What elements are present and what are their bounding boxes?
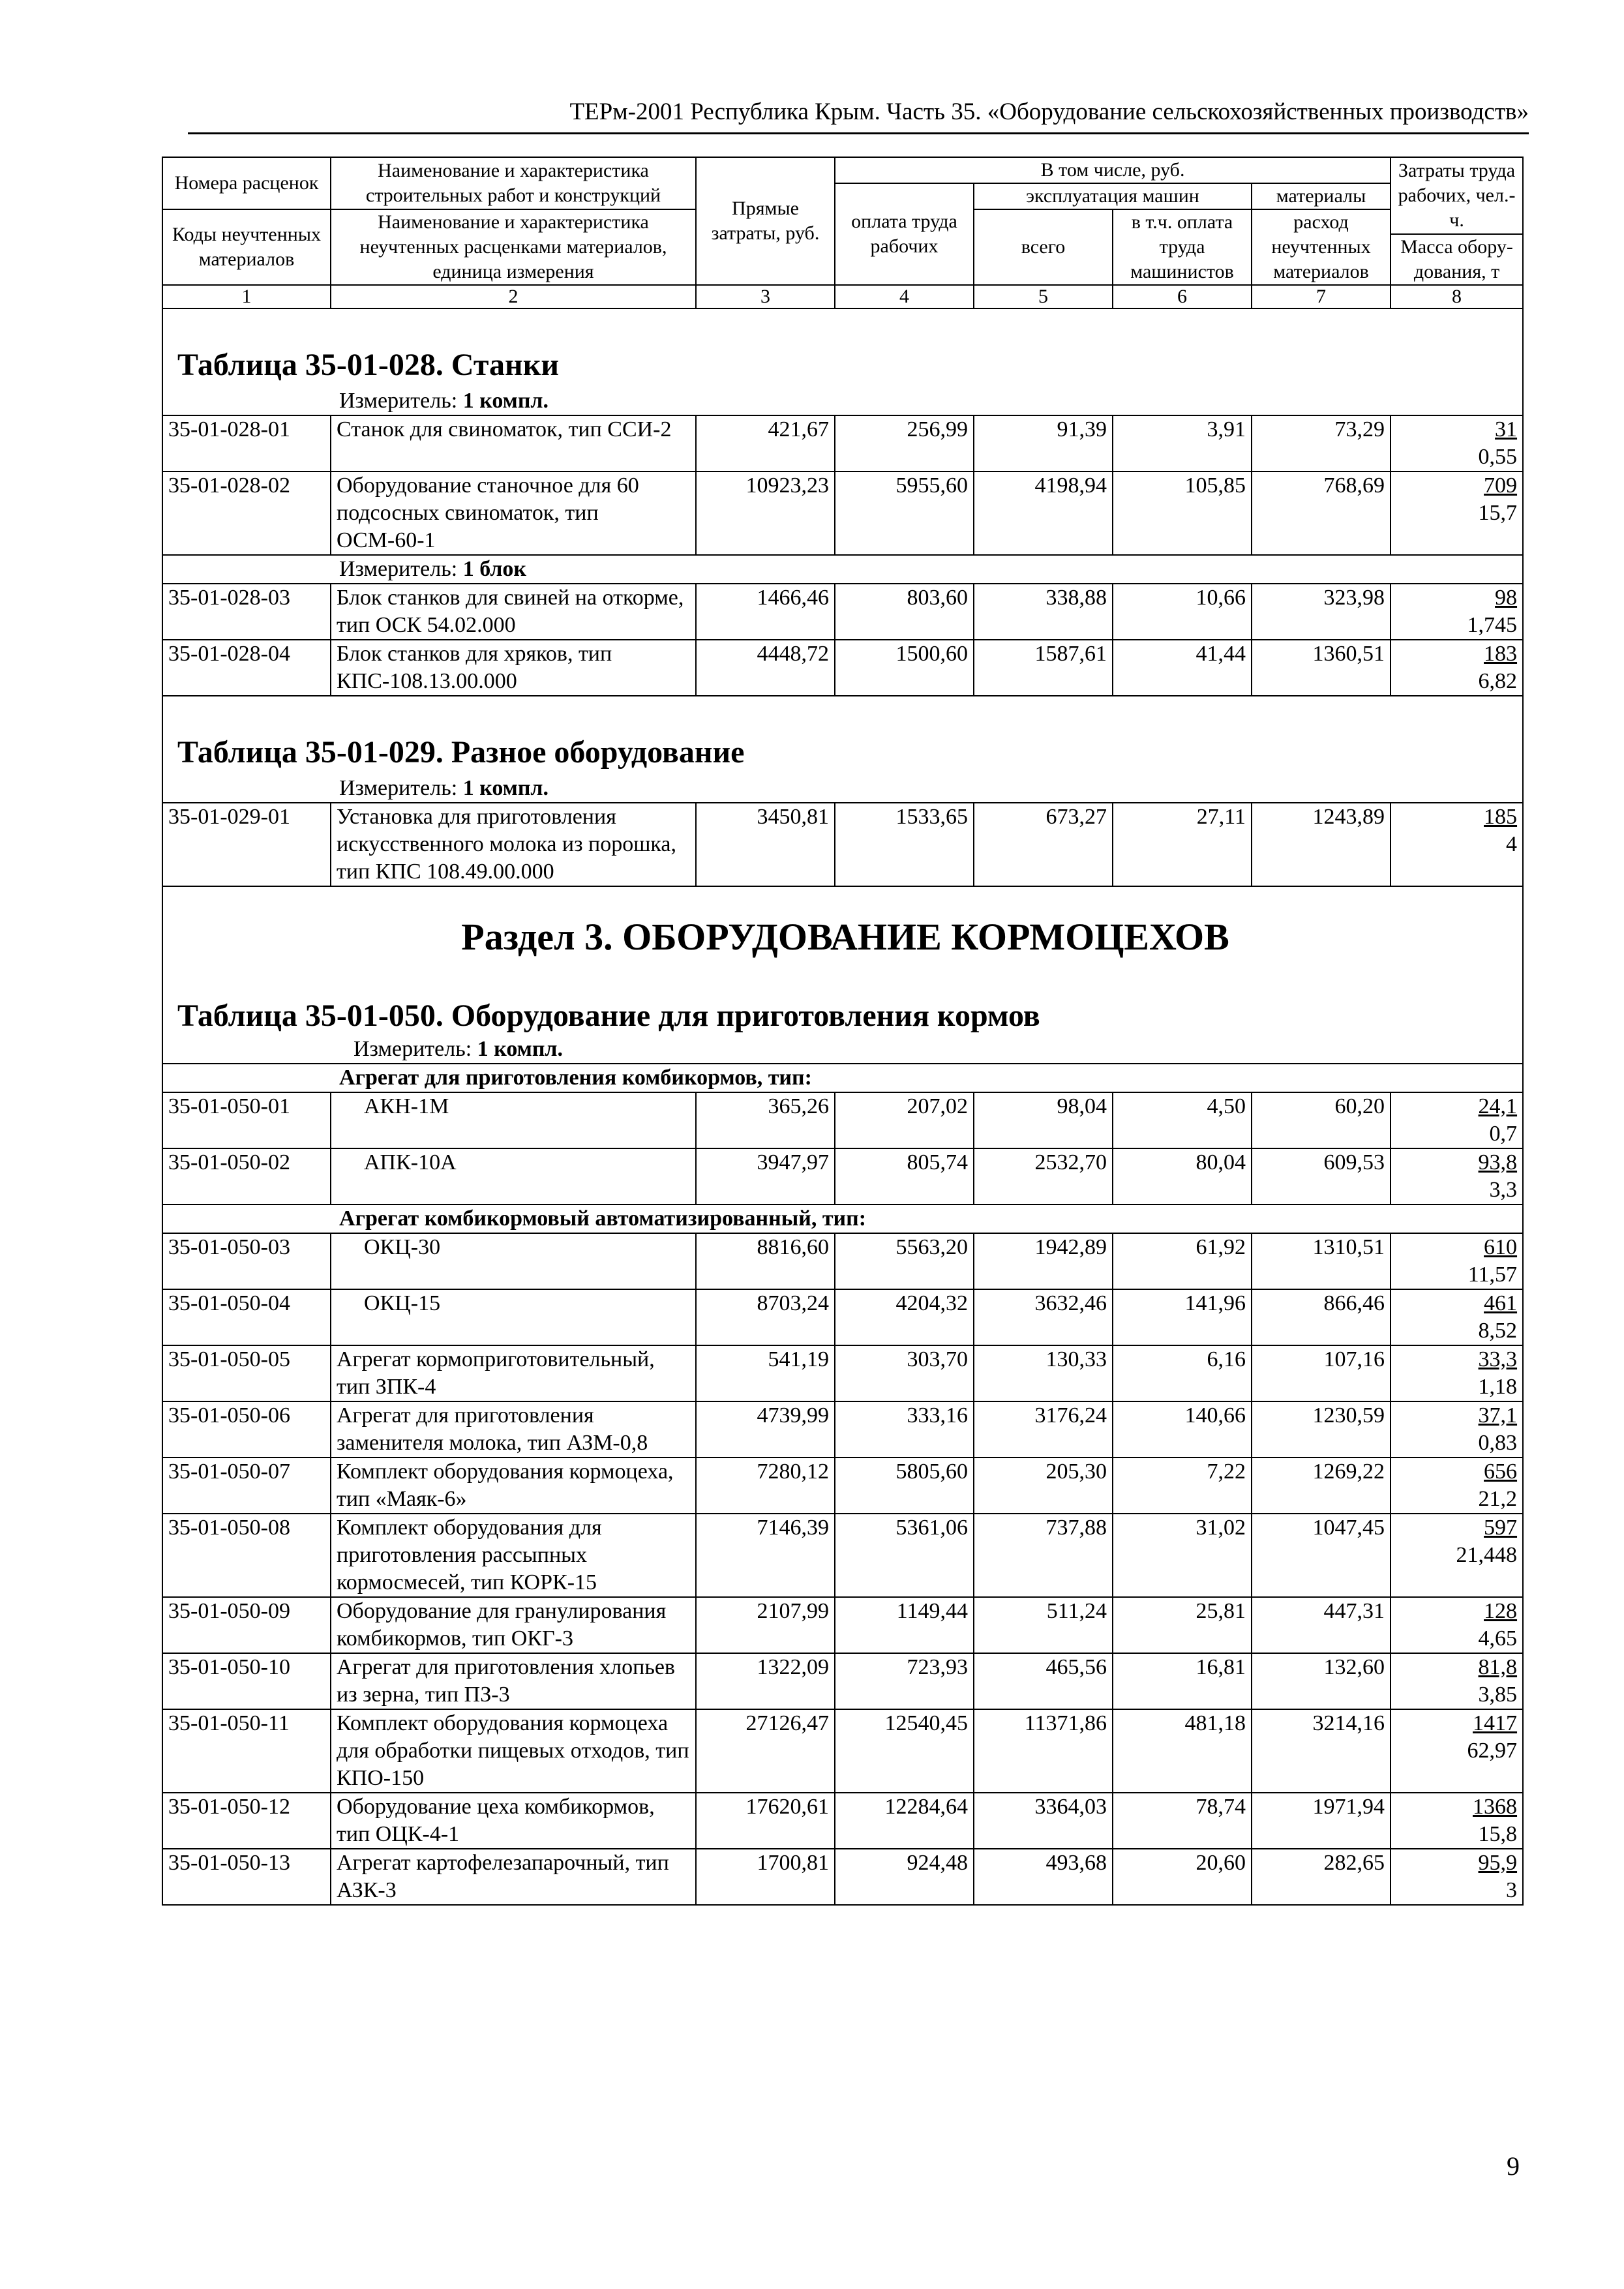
labor-mass-cell [1391, 1458, 1523, 1514]
rate-name: Агрегат картофелезапарочный, тип АЗК-3 [331, 1849, 696, 1905]
labor-mass-cell [1391, 803, 1523, 886]
machine-costs: 1587,61 [974, 640, 1113, 696]
labor-mass-cell [1391, 415, 1523, 471]
direct-costs: 8703,24 [696, 1289, 835, 1345]
equipment-mass: 4,65 [1478, 1626, 1518, 1651]
table-row [162, 1458, 1523, 1514]
rate-name: Агрегат для приготовления хлопьев из зерна, тип ПЗ-3 [331, 1653, 696, 1709]
machinist-wages: 4,50 [1113, 1092, 1252, 1148]
machine-costs: 3364,03 [974, 1793, 1113, 1849]
col2-bottom-header: Наименование и характеристика неучтенных расценками материалов, единица измерения [331, 209, 696, 285]
table-row [162, 1233, 1523, 1289]
machinist-wages: 10,66 [1113, 584, 1252, 640]
direct-costs: 4448,72 [696, 640, 835, 696]
meter-row [162, 775, 1523, 803]
rate-code: 35-01-028-01 [162, 415, 331, 471]
table-row [162, 1514, 1523, 1597]
labor-hours: 185 [1484, 805, 1518, 829]
worker-wages: 924,48 [835, 1849, 974, 1905]
direct-costs: 17620,61 [696, 1793, 835, 1849]
material-costs: 1310,51 [1252, 1233, 1391, 1289]
machine-costs: 130,33 [974, 1345, 1113, 1401]
machinist-wages: 80,04 [1113, 1148, 1252, 1204]
equipment-mass: 3,85 [1478, 1683, 1518, 1707]
direct-costs: 365,26 [696, 1092, 835, 1148]
equipment-mass: 1,18 [1478, 1375, 1518, 1399]
table-row [162, 1148, 1523, 1204]
material-costs: 1269,22 [1252, 1458, 1391, 1514]
rate-name: Агрегат кормоприготовительный, тип ЗПК-4 [331, 1345, 696, 1401]
table-row [162, 584, 1523, 640]
direct-costs: 10923,23 [696, 471, 835, 555]
meter-value: 1 компл. [462, 389, 549, 413]
equipment-mass: 21,2 [1478, 1487, 1518, 1511]
direct-costs: 2107,99 [696, 1597, 835, 1653]
direct-costs: 3450,81 [696, 803, 835, 886]
header-rule [188, 132, 1529, 134]
machinist-wages: 7,22 [1113, 1458, 1252, 1514]
labor-mass-cell [1391, 1793, 1523, 1849]
labor-mass-cell [1391, 1514, 1523, 1597]
labor-mass-cell [1391, 1148, 1523, 1204]
meter-row [162, 387, 1523, 415]
direct-costs: 421,67 [696, 415, 835, 471]
col-number: 2 [331, 285, 696, 308]
worker-wages: 207,02 [835, 1092, 974, 1148]
rate-name: Агрегат для приготовления заменителя молока, тип АЗМ-0,8 [331, 1401, 696, 1458]
material-costs: 60,20 [1252, 1092, 1391, 1148]
material-costs: 1230,59 [1252, 1401, 1391, 1458]
material-costs: 447,31 [1252, 1597, 1391, 1653]
rate-code: 35-01-050-03 [162, 1233, 331, 1289]
machinist-wages: 61,92 [1113, 1233, 1252, 1289]
direct-costs: 27126,47 [696, 1709, 835, 1793]
material-costs: 107,16 [1252, 1345, 1391, 1401]
table-title: Таблица 35-01-028. Станки [177, 348, 559, 382]
material-costs: 3214,16 [1252, 1709, 1391, 1793]
material-costs: 609,53 [1252, 1148, 1391, 1204]
machine-costs: 11371,86 [974, 1709, 1113, 1793]
table-row [162, 640, 1523, 696]
rate-code: 35-01-028-02 [162, 471, 331, 555]
col-number: 1 [162, 285, 331, 308]
machinist-wages: 105,85 [1113, 471, 1252, 555]
material-costs: 866,46 [1252, 1289, 1391, 1345]
rate-code: 35-01-050-05 [162, 1345, 331, 1401]
table-row [162, 1401, 1523, 1458]
rate-name: Оборудование станочное для 60 подсосных свиноматок, тип ОСМ-60-1 [331, 471, 696, 555]
direct-costs: 7280,12 [696, 1458, 835, 1514]
section-title: Раздел 3. ОБОРУДОВАНИЕ КОРМОЦЕХОВ [461, 916, 1229, 958]
table-row [162, 471, 1523, 555]
labor-hours: 1417 [1473, 1711, 1518, 1735]
col6-header: в т.ч. оплата труда машинистов [1113, 209, 1252, 285]
rate-code: 35-01-050-01 [162, 1092, 331, 1148]
meter-label: Измеритель: [353, 1037, 472, 1061]
direct-costs: 1466,46 [696, 584, 835, 640]
worker-wages: 5955,60 [835, 471, 974, 555]
col4-header: оплата труда рабочих [835, 183, 974, 285]
equipment-mass: 62,97 [1467, 1739, 1518, 1763]
direct-costs: 541,19 [696, 1345, 835, 1401]
equipment-mass: 21,448 [1456, 1543, 1518, 1567]
meter-value: 1 компл. [477, 1037, 564, 1061]
col-number: 6 [1113, 285, 1252, 308]
machinist-wages: 27,11 [1113, 803, 1252, 886]
col8-bottom-header: Масса обору-дования, т [1391, 234, 1523, 285]
machinist-wages: 31,02 [1113, 1514, 1252, 1597]
meter-row [162, 555, 1523, 584]
table-row [162, 1289, 1523, 1345]
col2-top-header: Наименование и характеристика строительных работ и конструкций [331, 157, 696, 209]
labor-mass-cell [1391, 1401, 1523, 1458]
worker-wages: 1533,65 [835, 803, 974, 886]
labor-hours: 183 [1484, 642, 1518, 666]
col7-header: расход неучтенных материалов [1252, 209, 1391, 285]
labor-mass-cell [1391, 640, 1523, 696]
machine-costs: 511,24 [974, 1597, 1113, 1653]
group-heading: Агрегат комбикормовый автоматизированный, тип: [162, 1204, 1523, 1233]
worker-wages: 1500,60 [835, 640, 974, 696]
table-title: Таблица 35-01-029. Разное оборудование [177, 735, 745, 770]
table-row [162, 1849, 1523, 1905]
rate-code: 35-01-050-09 [162, 1597, 331, 1653]
machine-costs: 4198,94 [974, 471, 1113, 555]
direct-costs: 7146,39 [696, 1514, 835, 1597]
direct-costs: 1322,09 [696, 1653, 835, 1709]
rate-name: АКН-1М [331, 1092, 696, 1148]
labor-hours: 33,3 [1478, 1347, 1518, 1371]
rate-name: ОКЦ-15 [331, 1289, 696, 1345]
labor-hours: 98 [1495, 586, 1518, 610]
rate-name: ОКЦ-30 [331, 1233, 696, 1289]
labor-hours: 610 [1484, 1235, 1518, 1259]
machinist-wages: 3,91 [1113, 415, 1252, 471]
col8-top-header: Затраты труда рабочих, чел.-ч. [1391, 157, 1523, 234]
labor-hours: 128 [1484, 1599, 1518, 1623]
labor-mass-cell [1391, 1709, 1523, 1793]
rate-name: Установка для приготовления искусственного молока из порошка, тип КПС 108.49.00.000 [331, 803, 696, 886]
machine-costs: 673,27 [974, 803, 1113, 886]
worker-wages: 723,93 [835, 1653, 974, 1709]
machine-costs: 338,88 [974, 584, 1113, 640]
equipment-mass: 0,7 [1489, 1122, 1518, 1146]
meter-value: 1 блок [462, 557, 527, 581]
meter-label: Измеритель: [339, 557, 458, 581]
table-row [162, 1793, 1523, 1849]
col-number: 4 [835, 285, 974, 308]
material-costs: 282,65 [1252, 1849, 1391, 1905]
table-row [162, 1709, 1523, 1793]
table-row [162, 415, 1523, 471]
col5-header: всего [974, 209, 1113, 285]
labor-hours: 461 [1484, 1291, 1518, 1315]
table-row [162, 803, 1523, 886]
machine-costs: 3176,24 [974, 1401, 1113, 1458]
rate-code: 35-01-050-08 [162, 1514, 331, 1597]
meter-value: 1 компл. [462, 776, 549, 800]
material-costs: 323,98 [1252, 584, 1391, 640]
worker-wages: 5805,60 [835, 1458, 974, 1514]
worker-wages: 803,60 [835, 584, 974, 640]
rates-table [162, 157, 1524, 1906]
col-number: 8 [1391, 285, 1523, 308]
machinist-wages: 481,18 [1113, 1709, 1252, 1793]
machine-costs: 205,30 [974, 1458, 1113, 1514]
rate-name: АПК-10А [331, 1148, 696, 1204]
running-header: ТЕРм-2001 Республика Крым. Часть 35. «Оборудование сельскохозяйственных производств» [569, 98, 1529, 125]
rate-code: 35-01-050-06 [162, 1401, 331, 1458]
labor-hours: 93,8 [1478, 1150, 1518, 1174]
rate-code: 35-01-050-07 [162, 1458, 331, 1514]
material-costs: 73,29 [1252, 415, 1391, 471]
material-costs: 1047,45 [1252, 1514, 1391, 1597]
material-costs: 1243,89 [1252, 803, 1391, 886]
machine-costs: 737,88 [974, 1514, 1113, 1597]
worker-wages: 5361,06 [835, 1514, 974, 1597]
machine-costs: 3632,46 [974, 1289, 1113, 1345]
rate-code: 35-01-028-04 [162, 640, 331, 696]
rate-name: Комплект оборудования кормоцеха для обработки пищевых отходов, тип КПО-150 [331, 1709, 696, 1793]
labor-mass-cell [1391, 584, 1523, 640]
table-row [162, 1597, 1523, 1653]
labor-hours: 81,8 [1478, 1655, 1518, 1679]
table-row [162, 1653, 1523, 1709]
material-costs: 1360,51 [1252, 640, 1391, 696]
labor-mass-cell [1391, 1289, 1523, 1345]
machines-header: эксплуатация машин [974, 183, 1252, 209]
direct-costs: 4739,99 [696, 1401, 835, 1458]
materials-header: материалы [1252, 183, 1391, 209]
equipment-mass: 6,82 [1478, 669, 1518, 693]
machine-costs: 91,39 [974, 415, 1113, 471]
rate-code: 35-01-050-13 [162, 1849, 331, 1905]
rate-code: 35-01-028-03 [162, 584, 331, 640]
labor-hours: 37,1 [1478, 1403, 1518, 1428]
equipment-mass: 15,8 [1478, 1822, 1518, 1846]
direct-costs: 1700,81 [696, 1849, 835, 1905]
equipment-mass: 4 [1506, 832, 1518, 856]
worker-wages: 4204,32 [835, 1289, 974, 1345]
meter-label: Измеритель: [339, 776, 458, 800]
labor-hours: 656 [1484, 1459, 1518, 1484]
equipment-mass: 3 [1506, 1878, 1518, 1902]
rate-code: 35-01-050-11 [162, 1709, 331, 1793]
machine-costs: 493,68 [974, 1849, 1113, 1905]
table-row [162, 1092, 1523, 1148]
machinist-wages: 25,81 [1113, 1597, 1252, 1653]
rate-name: Комплект оборудования для приготовления рассыпных кормосмесей, тип КОРК-15 [331, 1514, 696, 1597]
labor-hours: 709 [1484, 473, 1518, 498]
equipment-mass: 0,55 [1478, 445, 1518, 469]
labor-hours: 31 [1495, 417, 1518, 441]
direct-costs: 3947,97 [696, 1148, 835, 1204]
labor-mass-cell [1391, 471, 1523, 555]
rate-code: 35-01-050-10 [162, 1653, 331, 1709]
machine-costs: 1942,89 [974, 1233, 1113, 1289]
rate-name: Оборудование для гранулирования комбикормов, тип ОКГ-3 [331, 1597, 696, 1653]
labor-mass-cell [1391, 1597, 1523, 1653]
equipment-mass: 1,745 [1467, 613, 1518, 637]
machinist-wages: 6,16 [1113, 1345, 1252, 1401]
col-number: 5 [974, 285, 1113, 308]
rate-code: 35-01-050-12 [162, 1793, 331, 1849]
machinist-wages: 141,96 [1113, 1289, 1252, 1345]
worker-wages: 1149,44 [835, 1597, 974, 1653]
labor-mass-cell [1391, 1345, 1523, 1401]
machinist-wages: 16,81 [1113, 1653, 1252, 1709]
equipment-mass: 0,83 [1478, 1431, 1518, 1455]
direct-costs: 8816,60 [696, 1233, 835, 1289]
group-header: В том числе, руб. [835, 157, 1391, 183]
col-number: 3 [696, 285, 835, 308]
table-row [162, 1345, 1523, 1401]
labor-mass-cell [1391, 1849, 1523, 1905]
equipment-mass: 3,3 [1489, 1178, 1518, 1202]
machinist-wages: 20,60 [1113, 1849, 1252, 1905]
col1-top-header: Номера расценок [162, 157, 331, 209]
worker-wages: 12284,64 [835, 1793, 974, 1849]
labor-hours: 95,9 [1478, 1851, 1518, 1875]
machinist-wages: 78,74 [1113, 1793, 1252, 1849]
equipment-mass: 8,52 [1478, 1319, 1518, 1343]
meter-label: Измеритель: [339, 389, 458, 413]
rate-name: Комплект оборудования кормоцеха, тип «Маяк-6» [331, 1458, 696, 1514]
page-number: 9 [1507, 2151, 1520, 2181]
equipment-mass: 15,7 [1478, 501, 1518, 525]
table-title: Таблица 35-01-050. Оборудование для приготовления кормов [177, 998, 1040, 1033]
col1-bottom-header: Коды неучтенных материалов [162, 209, 331, 285]
worker-wages: 256,99 [835, 415, 974, 471]
worker-wages: 303,70 [835, 1345, 974, 1401]
rate-name: Оборудование цеха комбикормов, тип ОЦК-4-1 [331, 1793, 696, 1849]
material-costs: 1971,94 [1252, 1793, 1391, 1849]
worker-wages: 805,74 [835, 1148, 974, 1204]
labor-mass-cell [1391, 1233, 1523, 1289]
group-heading: Агрегат для приготовления комбикормов, тип: [162, 1064, 1523, 1092]
rate-code: 35-01-050-04 [162, 1289, 331, 1345]
labor-hours: 597 [1484, 1516, 1518, 1540]
rate-code: 35-01-029-01 [162, 803, 331, 886]
labor-mass-cell [1391, 1092, 1523, 1148]
equipment-mass: 11,57 [1467, 1263, 1518, 1287]
labor-hours: 24,1 [1478, 1094, 1518, 1118]
machinist-wages: 41,44 [1113, 640, 1252, 696]
labor-mass-cell [1391, 1653, 1523, 1709]
worker-wages: 5563,20 [835, 1233, 974, 1289]
meter-row [177, 1036, 1513, 1063]
machine-costs: 465,56 [974, 1653, 1113, 1709]
machine-costs: 98,04 [974, 1092, 1113, 1148]
worker-wages: 333,16 [835, 1401, 974, 1458]
col-number: 7 [1252, 285, 1391, 308]
material-costs: 132,60 [1252, 1653, 1391, 1709]
rate-name: Блок станков для хряков, тип КПС-108.13.00.000 [331, 640, 696, 696]
labor-hours: 1368 [1473, 1795, 1518, 1819]
material-costs: 768,69 [1252, 471, 1391, 555]
rate-code: 35-01-050-02 [162, 1148, 331, 1204]
worker-wages: 12540,45 [835, 1709, 974, 1793]
machinist-wages: 140,66 [1113, 1401, 1252, 1458]
col3-header: Прямые затраты, руб. [696, 157, 835, 285]
machine-costs: 2532,70 [974, 1148, 1113, 1204]
rate-name: Блок станков для свиней на откорме, тип ОСК 54.02.000 [331, 584, 696, 640]
rate-name: Станок для свиноматок, тип ССИ-2 [331, 415, 696, 471]
